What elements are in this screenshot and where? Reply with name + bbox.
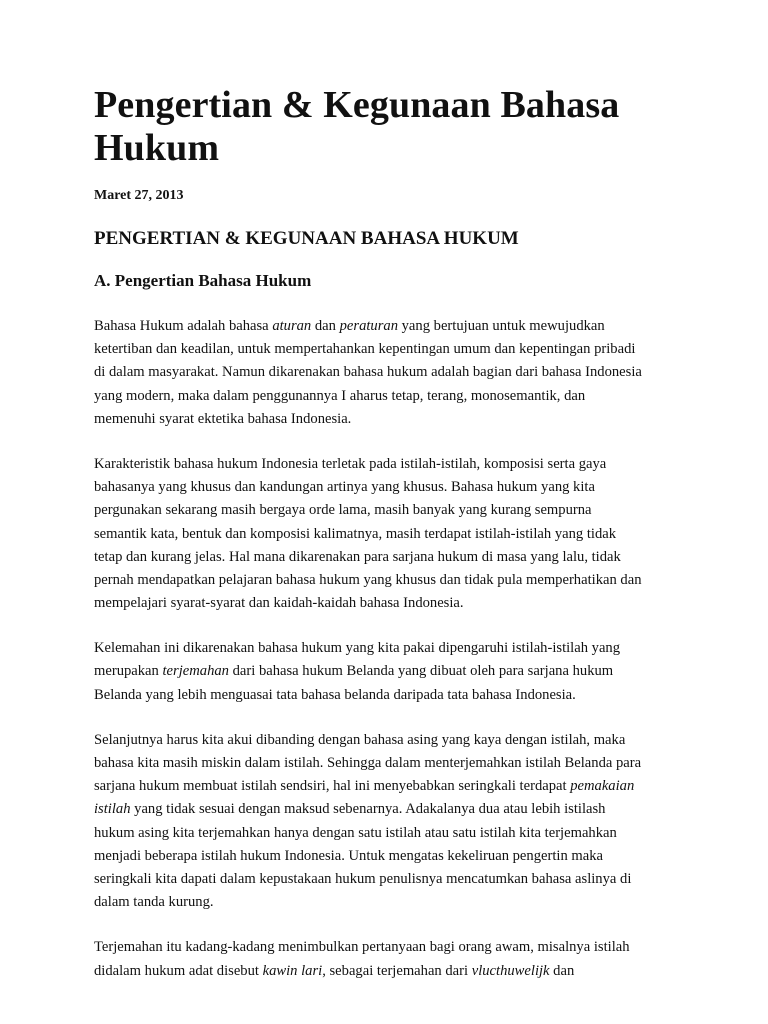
- text-line: dalam tanda kurung.: [94, 894, 214, 911]
- section-heading: PENGERTIAN & KEGUNAAN BAHASA HUKUM: [94, 228, 519, 249]
- article-title: [94, 84, 684, 170]
- text-line: Terjemahan itu kadang-kadang menimbulkan pertanyaan bagi orang awam, misalnya istilah: [94, 939, 630, 956]
- paragraph-4: [94, 729, 684, 915]
- text-line: mempelajari syarat-syarat dan kaidah-kaidah bahasa Indonesia.: [94, 595, 464, 612]
- title-line: Hukum: [94, 127, 220, 169]
- text-line: Kelemahan ini dikarenakan bahasa hukum yang kita pakai dipengaruhi istilah-istilah yang: [94, 640, 621, 657]
- text-line: ketertiban dan keadilan, untuk mempertahankan kepentingan umum dan kepentingan pribadi: [94, 341, 636, 358]
- text-line: [94, 798, 684, 821]
- text-run: dari bahasa hukum Belanda yang dibuat oleh para sarjana hukum: [228, 663, 614, 680]
- title-line: Pengertian & Kegunaan Bahasa: [94, 84, 620, 126]
- paragraph-1: [94, 315, 684, 431]
- text-run: sarjana hukum membuat istilah sendsiri, hal ini menyebabkan seringkali terdapat: [94, 778, 571, 795]
- text-run: Bahasa Hukum adalah bahasa: [94, 318, 273, 334]
- text-line: bahasa kita masih miskin dalam istilah. Sehingga dalam menterjemahkan istilah Belanda para: [94, 755, 642, 771]
- text-line: Selanjutnya harus kita akui dibanding dengan bahasa asing yang kaya dengan istilah, maka: [94, 731, 626, 748]
- text-line: pernah mendapatkan pelajaran bahasa hukum yang khusus dan tidak pula memperhatikan dan: [94, 571, 642, 588]
- italic-term: vlucthuwelijk: [471, 962, 550, 979]
- text-line: [94, 660, 684, 683]
- text-line: [94, 315, 684, 338]
- post-date: Maret 27, 2013: [94, 188, 184, 203]
- text-run: yang bertujuan untuk mewujudkan: [397, 318, 605, 334]
- subsection-heading: A. Pengertian Bahasa Hukum: [94, 271, 312, 290]
- text-run: dan: [549, 962, 575, 979]
- text-line: yang modern, maka dalam penggunannya I aharus tetap, terang, monosemantik, dan: [94, 387, 586, 404]
- text-line: bahasanya yang khusus dan kandungan artinya yang khusus. Bahasa hukum yang kita: [94, 479, 595, 496]
- paragraph-2: [94, 453, 684, 615]
- italic-term: terjemahan: [162, 663, 229, 680]
- text-line: [94, 775, 684, 798]
- text-line: seringkali kita dapati dalam kepustakaan hukum penulisnya mencatumkan bahasa aslinya di: [94, 870, 632, 887]
- text-line: di dalam masyarakat. Namun dikarenakan bahasa hukum adalah bagian dari bahasa Indonesia: [94, 364, 642, 381]
- text-run: , sebagai terjemahan dari: [322, 962, 472, 979]
- italic-term: istilah: [94, 801, 131, 818]
- paragraph-3: [94, 637, 684, 707]
- italic-term: peraturan: [339, 318, 398, 334]
- italic-term: kawin lari: [262, 962, 323, 979]
- text-run: dan: [311, 318, 340, 334]
- text-line: menjadi beberapa istilah hukum Indonesia. Untuk mengatas kekeliruan pengertin maka: [94, 847, 603, 864]
- text-line: semantik kata, bentuk dan komposisi kalimatnya, masih terdapat istilah-istilah yang tidak: [94, 525, 617, 542]
- text-run: yang tidak sesuai dengan maksud sebenarnya. Adakalanya dua atau lebih istilash: [130, 801, 606, 818]
- text-line: pergunakan sekarang masih bergaya orde lama, masih banyak yang kurang sempurna: [94, 502, 592, 519]
- text-run: merupakan: [94, 663, 163, 680]
- paragraph-5: [94, 936, 684, 982]
- text-line: Belanda yang lebih menguasai tata bahasa belanda daripada tata bahasa Indonesia.: [94, 686, 576, 703]
- text-line: hukum asing kita terjemahkan hanya dengan satu istilah atau satu istilah kita terjemahkan: [94, 824, 617, 841]
- italic-term: aturan: [272, 318, 312, 334]
- text-line: memenuhi syarat ektetika bahasa Indonesia.: [94, 410, 352, 427]
- text-line: tetap dan kurang jelas. Hal mana dikarenakan para sarjana hukum di masa yang lalu, tidak: [94, 548, 621, 565]
- text-line: Karakteristik bahasa hukum Indonesia terletak pada istilah-istilah, komposisi serta gaya: [94, 455, 607, 472]
- article: [94, 84, 684, 983]
- text-line: [94, 960, 684, 983]
- text-run: didalam hukum adat disebut: [94, 962, 263, 979]
- italic-term: pemakaian: [570, 778, 635, 795]
